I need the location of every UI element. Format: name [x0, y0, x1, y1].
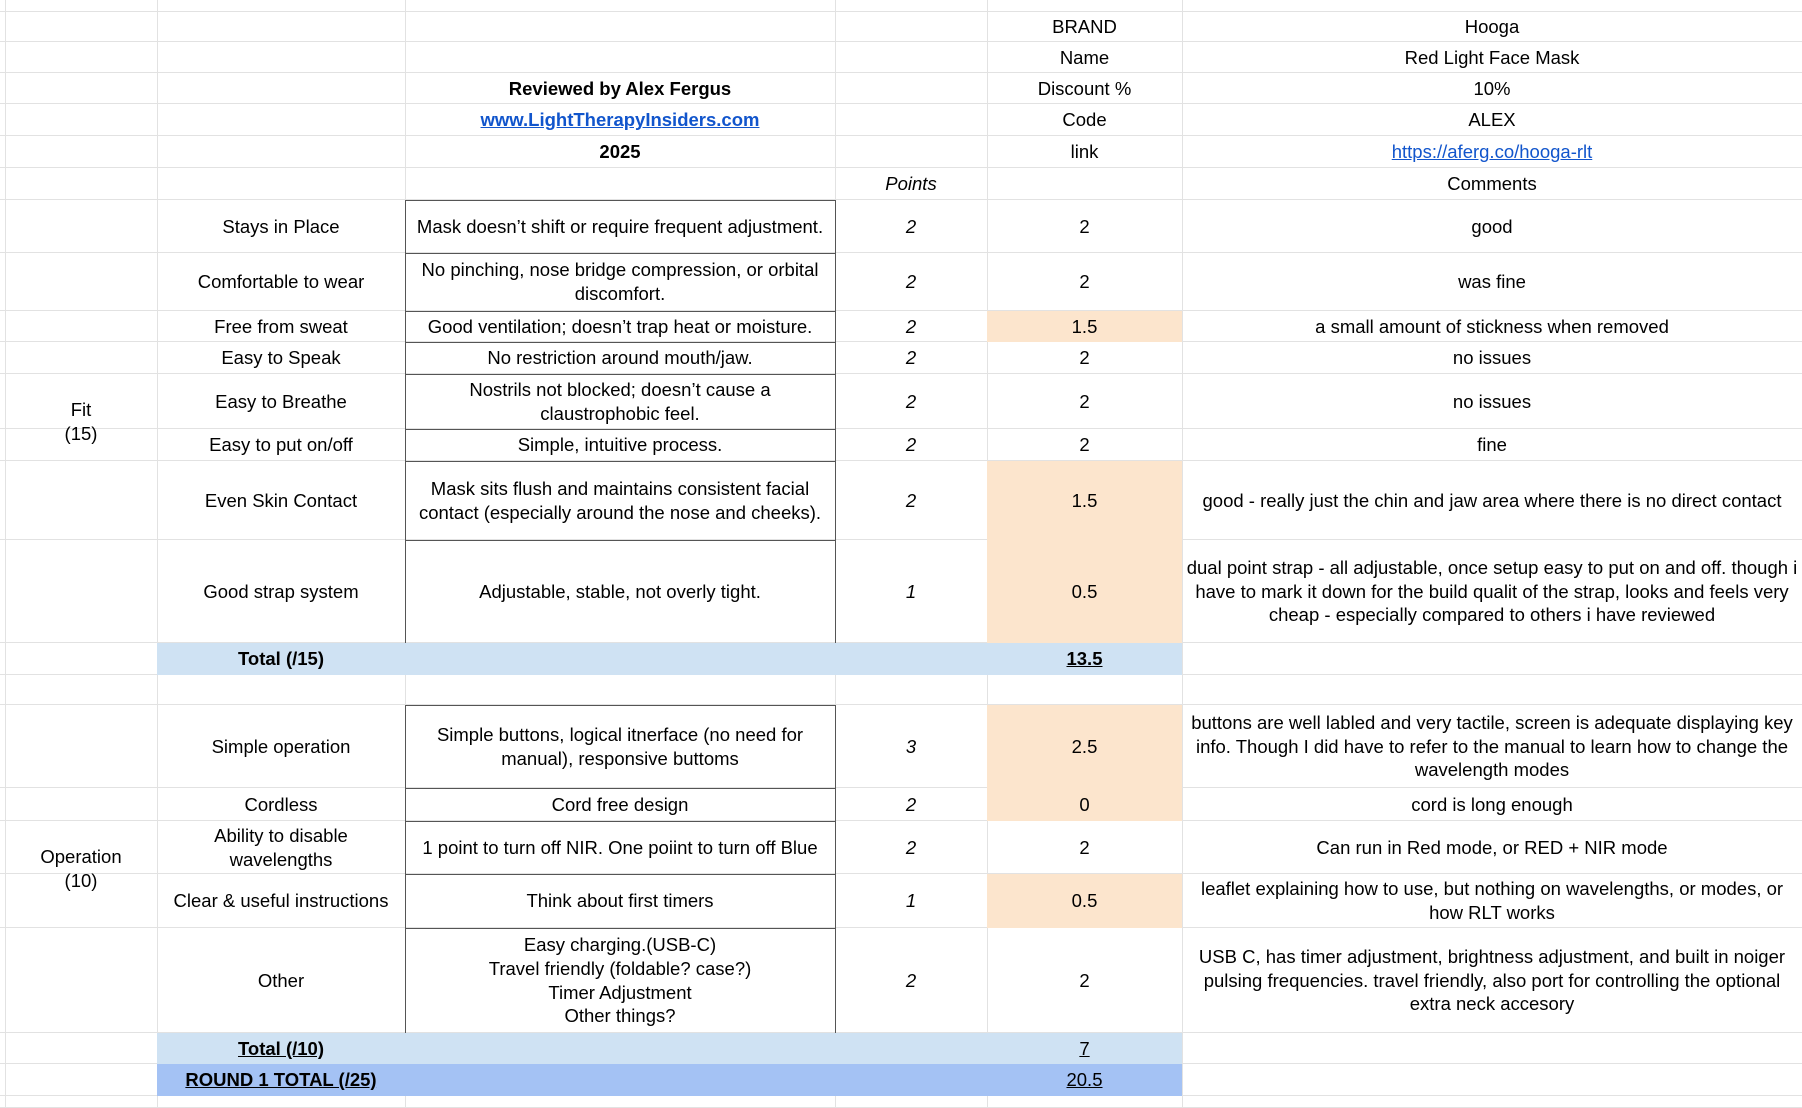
fit-score[interactable]: 2	[1079, 390, 1090, 412]
header-value-link[interactable]: https://aferg.co/hooga-rlt	[1391, 141, 1593, 163]
fit-comment[interactable]: no issues	[1452, 347, 1532, 369]
operation-score[interactable]: 2	[1079, 836, 1090, 858]
fit-max-points[interactable]: 2	[905, 271, 917, 293]
fit-comment[interactable]: a small amount of stickness when removed	[1315, 315, 1669, 337]
operation-max-points[interactable]: 2	[905, 793, 917, 815]
comments-heading[interactable]: Comments	[1447, 173, 1537, 195]
operation-score[interactable]: 0.5	[987, 874, 1182, 928]
fit-criteria-divider	[405, 253, 836, 254]
fit-criteria-divider	[405, 429, 836, 430]
website-link[interactable]: www.LightTherapyInsiders.com	[480, 109, 760, 131]
operation-score[interactable]: 2	[1079, 969, 1090, 991]
fit-comment[interactable]: good - really just the chin and jaw area where there is no direct contact	[1202, 489, 1782, 511]
fit-criteria-divider	[405, 540, 836, 541]
header-label-discount[interactable]: Discount %	[1037, 77, 1132, 99]
fit-description[interactable]: Adjustable, stable, not overly tight.	[479, 580, 761, 602]
header-value-code[interactable]: ALEX	[1468, 109, 1516, 131]
fit-score[interactable]: 2	[1079, 434, 1090, 456]
fit-criteria-divider	[405, 461, 836, 462]
fit-max-points[interactable]: 2	[905, 489, 917, 511]
operation-total-label[interactable]: Total (/10)	[238, 1037, 324, 1059]
operation-max-points[interactable]: 2	[905, 969, 917, 991]
operation-max-points[interactable]: 3	[905, 735, 917, 757]
operation-comment[interactable]: leaflet explaining how to use, but nothing on wavelengths, or modes, or how RLT works	[1200, 878, 1784, 923]
fit-comment[interactable]: was fine	[1458, 271, 1526, 293]
fit-comment[interactable]: good	[1471, 215, 1513, 237]
operation-criteria-divider	[405, 788, 836, 789]
header-label-brand[interactable]: BRAND	[1052, 16, 1117, 38]
round-total-label[interactable]: ROUND 1 TOTAL (/25)	[185, 1069, 377, 1091]
operation-score[interactable]: 2.5	[987, 705, 1182, 788]
fit-score[interactable]: 1.5	[987, 311, 1182, 342]
fit-criterion[interactable]: Easy to put on/off	[209, 434, 353, 456]
header-label-link[interactable]: link	[1070, 141, 1099, 163]
fit-max-points[interactable]: 1	[905, 580, 917, 602]
fit-score[interactable]: 2	[1079, 215, 1090, 237]
fit-description[interactable]: No pinching, nose bridge compression, or orbital discomfort.	[421, 259, 819, 304]
header-value-discount[interactable]: 10%	[1473, 77, 1511, 99]
operation-section-label[interactable]: Operation (10)	[40, 846, 122, 891]
fit-score[interactable]: 0.5	[987, 540, 1182, 643]
fit-description[interactable]: No restriction around mouth/jaw.	[487, 347, 753, 369]
fit-description[interactable]: Simple, intuitive process.	[517, 434, 723, 456]
header-value-name[interactable]: Red Light Face Mask	[1404, 46, 1580, 68]
fit-criterion[interactable]: Free from sweat	[214, 315, 348, 337]
fit-score[interactable]: 1.5	[987, 461, 1182, 540]
operation-criteria-divider	[405, 821, 836, 822]
fit-criterion[interactable]: Good strap system	[203, 580, 359, 602]
operation-description[interactable]: Simple buttons, logical itnerface (no need for manual), responsive buttoms	[436, 723, 804, 769]
header-label-code[interactable]: Code	[1062, 109, 1107, 131]
fit-comment[interactable]: no issues	[1452, 390, 1532, 412]
header-label-name[interactable]: Name	[1059, 46, 1110, 68]
operation-criterion[interactable]: Ability to disable wavelengths	[214, 824, 348, 870]
fit-section-label[interactable]: Fit (15)	[64, 398, 98, 444]
fit-criterion[interactable]: Even Skin Contact	[204, 489, 358, 511]
operation-description[interactable]: Cord free design	[551, 793, 689, 815]
operation-description[interactable]: 1 point to turn off NIR. One poiint to turn off Blue	[422, 836, 818, 858]
operation-total-value[interactable]: 7	[1079, 1037, 1090, 1059]
operation-comment[interactable]: buttons are well labled and very tactile, screen is adequate displaying key info. Though I did have to refer to the manual to learn how to change the wavelength modes	[1191, 711, 1793, 781]
fit-criterion[interactable]: Easy to Speak	[221, 347, 341, 369]
operation-comment[interactable]: USB C, has timer adjustment, brightness adjustment, and built in noiger pulsing frequencies. travel friendly, also port for controlling the optional extra neck accesory	[1198, 945, 1786, 1015]
operation-score[interactable]: 0	[987, 788, 1182, 821]
operation-criterion[interactable]: Other	[257, 969, 305, 991]
fit-score[interactable]: 2	[1079, 347, 1090, 369]
fit-description[interactable]: Nostrils not blocked; doesn’t cause a claustrophobic feel.	[469, 378, 771, 424]
fit-description[interactable]: Mask doesn’t shift or require frequent adjustment.	[416, 215, 824, 237]
points-heading[interactable]: Points	[885, 173, 937, 195]
round-total-value[interactable]: 20.5	[1066, 1069, 1103, 1091]
operation-description[interactable]: Think about first timers	[526, 890, 714, 912]
operation-description[interactable]: Easy charging.(USB-C) Travel friendly (foldable? case?) Timer Adjustment Other things?	[488, 934, 752, 1027]
operation-criterion[interactable]: Clear & useful instructions	[173, 890, 389, 912]
fit-criteria-divider	[405, 374, 836, 375]
operation-comment[interactable]: cord is long enough	[1411, 793, 1573, 815]
fit-max-points[interactable]: 2	[905, 390, 917, 412]
operation-criterion[interactable]: Simple operation	[211, 735, 351, 757]
fit-description[interactable]: Mask sits flush and maintains consistent facial contact (especially around the nose and cheeks).	[418, 477, 822, 523]
fit-comment[interactable]: dual point strap - all adjustable, once setup easy to put on and off. though i have to mark it down for the build qualit of the strap, looks and feels very cheap - especially compared to others i have reviewed	[1186, 556, 1798, 626]
fit-total-value[interactable]: 13.5	[1066, 648, 1103, 670]
fit-criterion[interactable]: Stays in Place	[222, 215, 340, 237]
operation-comment[interactable]: Can run in Red mode, or RED + NIR mode	[1316, 836, 1668, 858]
operation-max-points[interactable]: 1	[905, 890, 917, 912]
operation-criterion[interactable]: Cordless	[244, 793, 318, 815]
fit-comment[interactable]: fine	[1477, 434, 1507, 456]
fit-score[interactable]: 2	[1079, 271, 1090, 293]
operation-criteria-divider	[405, 928, 836, 929]
fit-criteria-divider	[405, 342, 836, 343]
fit-description[interactable]: Good ventilation; doesn’t trap heat or moisture.	[427, 315, 813, 337]
fit-criteria-divider	[405, 311, 836, 312]
operation-max-points[interactable]: 2	[905, 836, 917, 858]
fit-max-points[interactable]: 2	[905, 434, 917, 456]
year-label[interactable]: 2025	[599, 141, 641, 163]
header-value-brand[interactable]: Hooga	[1464, 16, 1520, 38]
fit-max-points[interactable]: 2	[905, 315, 917, 337]
fit-max-points[interactable]: 2	[905, 215, 917, 237]
fit-criterion[interactable]: Comfortable to wear	[197, 271, 365, 293]
fit-max-points[interactable]: 2	[905, 347, 917, 369]
operation-criteria-divider	[405, 874, 836, 875]
reviewer-label[interactable]: Reviewed by Alex Fergus	[508, 77, 732, 99]
fit-criterion[interactable]: Easy to Breathe	[215, 390, 347, 412]
fit-total-label[interactable]: Total (/15)	[238, 648, 324, 670]
